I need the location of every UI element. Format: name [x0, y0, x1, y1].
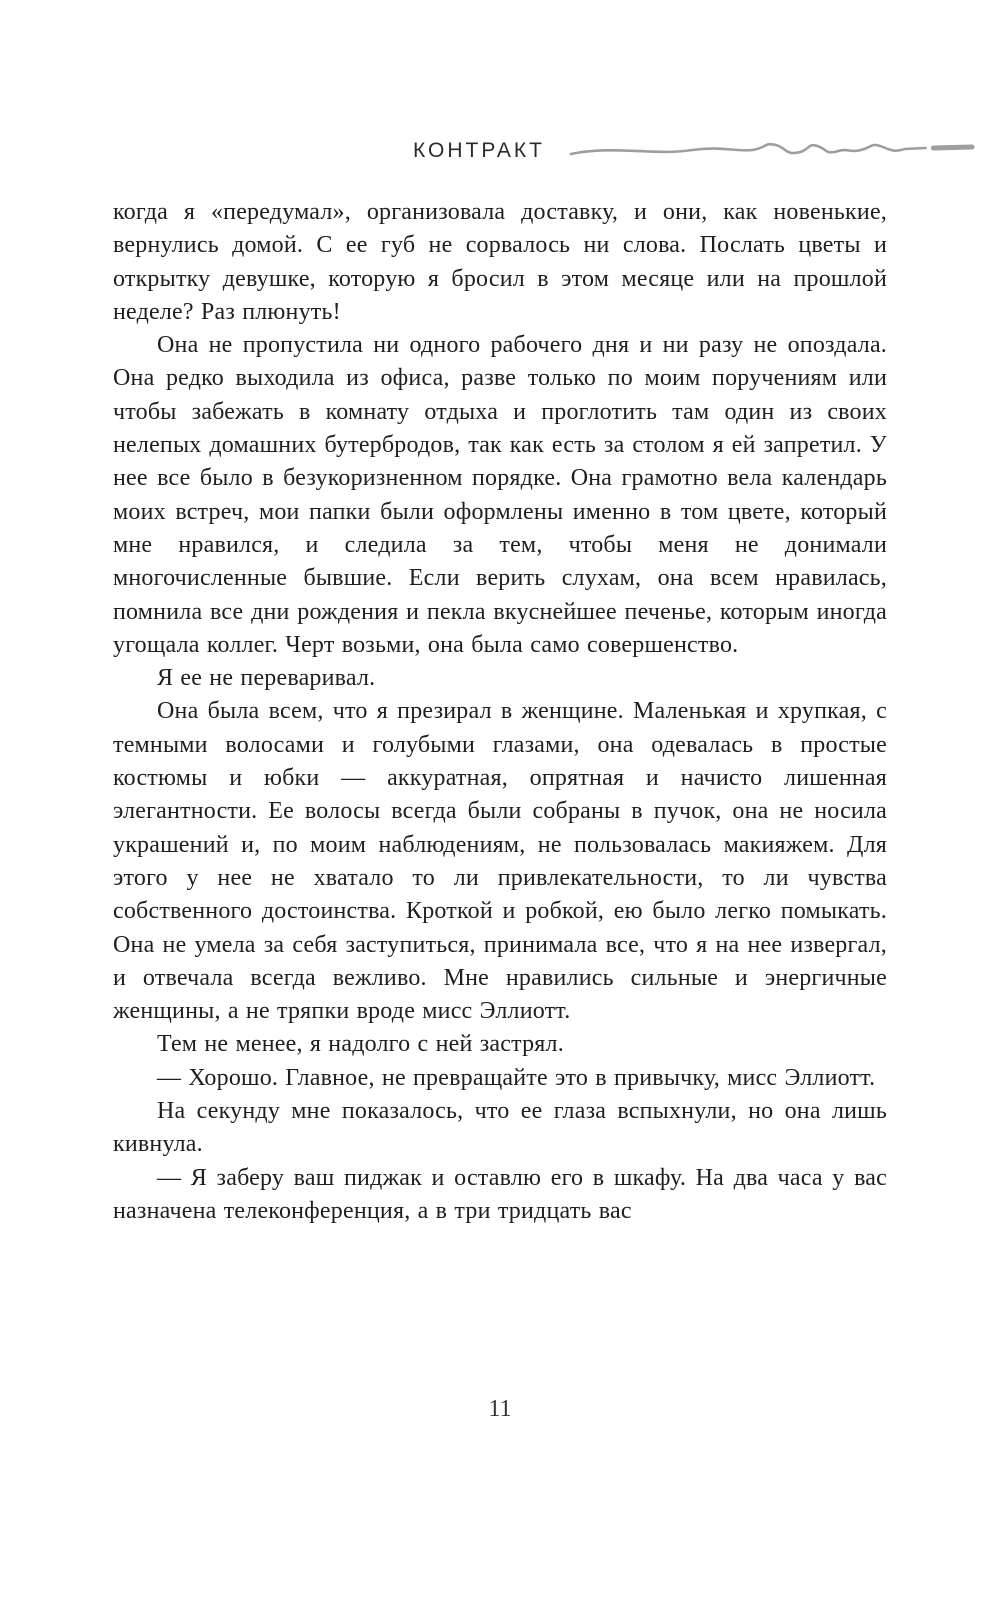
page-number: 11: [488, 1396, 512, 1422]
body-text: [113, 196, 887, 1228]
paragraph: Тем не менее, я надолго с ней застрял.: [157, 1031, 564, 1058]
paragraph: Она была всем, что я презирал в женщине. Маленькая и хрупкая, с темными волосами и голубыми глазами, она одевалась в простые костюмы и юбки — аккуратная, опрятная и начисто лишенная элегантности. Ее волосы всегда были собраны в пучок, она не носила украшений и, по моим наблюдениям, не пользовалась макияжем. Для этого у нее не хватало то ли привлекательности, то ли чувства собственного достоинства. Кроткой и робкой, ею было легко помыкать. Она не умела за себя заступиться, принимала все, что я на нее извергал, и отвечала всегда вежливо. Мне нравились сильные и энергичные женщины, а не тряпки вроде мисс Эллиотт.: [113, 698, 887, 1025]
squiggle-line-icon: [567, 138, 975, 164]
paragraph: — Я заберу ваш пиджак и оставлю его в шкафу. На два часа у вас назначена телеконференция, а в три тридцать вас: [113, 1164, 887, 1224]
running-header: [113, 138, 975, 164]
paragraph: На секунду мне показалось, что ее глаза вспыхнули, но она лишь кивнула.: [113, 1098, 887, 1158]
paragraph: Она не пропустила ни одного рабочего дня и ни разу не опоздала. Она редко выходила из офиса, разве только по моим поручениям или чтобы забежать в комнату отдыха и проглотить там один из своих нелепых домашних бутербродов, так как есть за столом я ей запретил. У нее все было в безукоризненном порядке. Она грамотно вела календарь моих встреч, мои папки были оформлены именно в том цвете, который мне нравился, и следила за тем, чтобы меня не донимали многочисленные бывшие. Если верить слухам, она всем нравилась, помнила все дни рождения и пекла вкуснейшее печенье, которым иногда угощала коллег. Черт возьми, она была само совершенство.: [113, 332, 887, 658]
paragraph: Я ее не переваривал.: [157, 665, 376, 692]
chapter-title: КОНТРАКТ: [413, 139, 545, 162]
paragraph: — Хорошо. Главное, не превращайте это в привычку, мисс Эллиотт.: [157, 1064, 876, 1091]
paragraph: когда я «передумал», организовала доставку, и они, как новенькие, вернулись домой. С ее губ не сорвалось ни слова. Послать цветы и открытку девушке, которую я бросил в этом месяце или на прошлой неделе? Раз плюнуть!: [113, 199, 887, 325]
